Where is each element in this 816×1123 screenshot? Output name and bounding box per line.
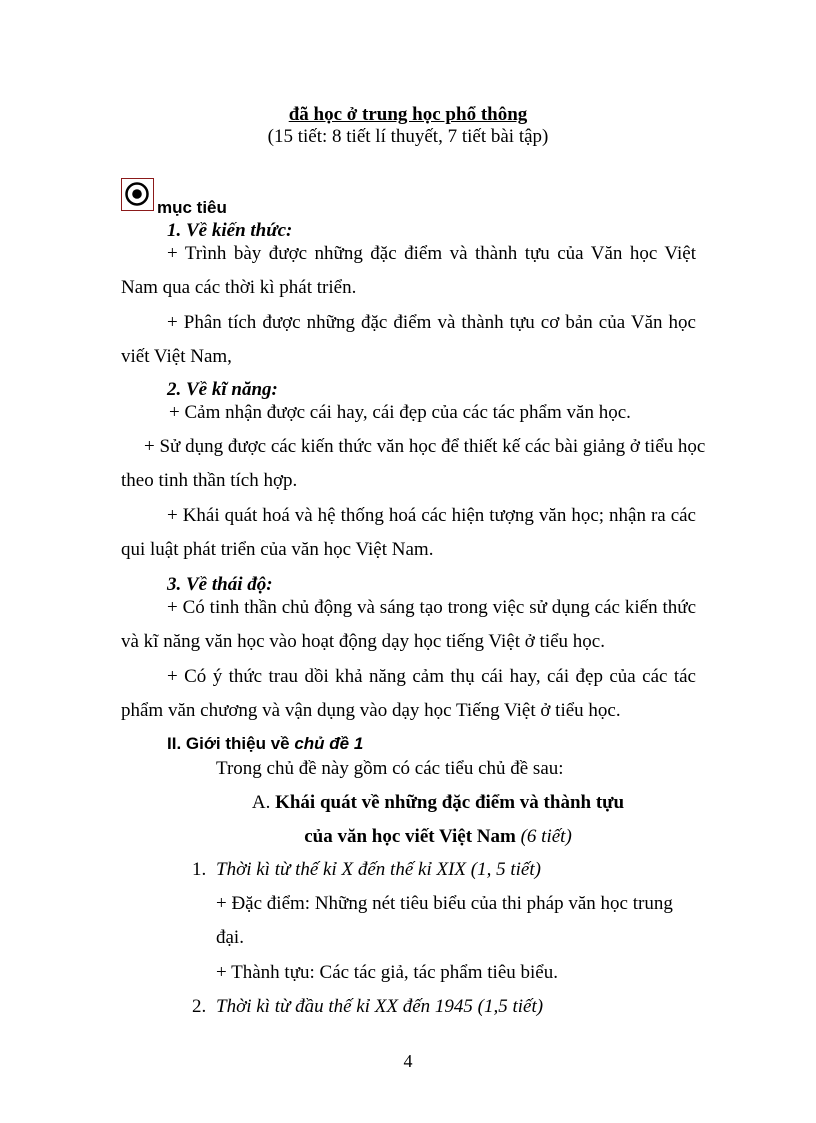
skills-heading: 2. Về kĩ năng: xyxy=(167,379,278,400)
attitude-item-1-line-2: và kĩ năng văn học vào hoạt động dạy học tiếng Việt ở tiểu học. xyxy=(121,631,605,652)
attitude-heading: 3. Về thái độ: xyxy=(167,574,273,595)
section-2-heading-prefix: II. Giới thiệu về xyxy=(167,734,295,753)
knowledge-item-1-line-2: Nam qua các thời kì phát triển. xyxy=(121,277,357,298)
subtopic-a-line-1 xyxy=(0,793,816,812)
attitude-item-1-line-1: + Có tinh thần chủ động và sáng tạo trong việc sử dụng các kiến thức xyxy=(167,597,696,618)
knowledge-heading: 1. Về kiến thức: xyxy=(167,220,293,241)
page-number: 4 xyxy=(403,1051,413,1071)
section-2-heading-topic: chủ đề 1 xyxy=(294,734,364,753)
objectives-heading: mục tiêu xyxy=(157,198,227,217)
document-subtitle: (15 tiết: 8 tiết lí thuyết, 7 tiết bài tập) xyxy=(267,126,549,147)
skills-item-2-line-2: theo tinh thần tích hợp. xyxy=(121,470,298,491)
subtopic-a-title-2: của văn học viết Việt Nam xyxy=(304,826,521,847)
document-title: đã học ở trung học phổ thông xyxy=(288,104,528,125)
period-2-title: Thời kì từ đầu thế kỉ XX đến 1945 (1,5 tiết) xyxy=(216,996,544,1017)
subtopic-a-letter: A. xyxy=(251,792,276,813)
skills-item-3-line-2: qui luật phát triển của văn học Việt Nam. xyxy=(121,539,434,560)
section-2-intro: Trong chủ đề này gồm có các tiểu chủ đề sau: xyxy=(216,758,564,779)
subtopic-a-duration: (6 tiết) xyxy=(520,826,572,847)
period-1-number: 1. xyxy=(192,859,207,880)
knowledge-item-2-line-1: + Phân tích được những đặc điểm và thành tựu cơ bản của Văn học xyxy=(167,312,696,333)
skills-item-3-line-1: + Khái quát hoá và hệ thống hoá các hiện tượng văn học; nhận ra các xyxy=(167,505,696,526)
attitude-item-2-line-2: phẩm văn chương và vận dụng vào dạy học Tiếng Việt ở tiểu học. xyxy=(121,700,621,721)
period-1-title: Thời kì từ thế kỉ X đến thế kỉ XIX (1, 5 tiết) xyxy=(216,859,541,880)
skills-item-2-line-1: + Sử dụng được các kiến thức văn học để thiết kế các bài giảng ở tiểu học xyxy=(144,436,706,457)
knowledge-item-1-line-1: + Trình bày được những đặc điểm và thành tựu của Văn học Việt xyxy=(167,243,696,264)
section-2-heading xyxy=(167,734,363,754)
subtopic-a-title-1: Khái quát về những đặc điểm và thành tựu xyxy=(275,792,625,813)
period-1-feature-line-1: + Đặc điểm: Những nét tiêu biểu của thi pháp văn học trung xyxy=(216,893,673,914)
knowledge-item-2-line-2: viết Việt Nam, xyxy=(121,346,232,367)
subtopic-a-line-2 xyxy=(0,827,816,846)
period-1-feature-line-2: đại. xyxy=(216,927,244,948)
attitude-item-2-line-1: + Có ý thức trau dồi khả năng cảm thụ cái hay, cái đẹp của các tác xyxy=(167,666,696,687)
period-2-number: 2. xyxy=(192,996,207,1017)
skills-item-1: + Cảm nhận được cái hay, cái đẹp của các tác phẩm văn học. xyxy=(169,402,631,423)
period-1-achievement: + Thành tựu: Các tác giả, tác phẩm tiêu biểu. xyxy=(216,962,558,983)
target-icon xyxy=(121,178,154,211)
